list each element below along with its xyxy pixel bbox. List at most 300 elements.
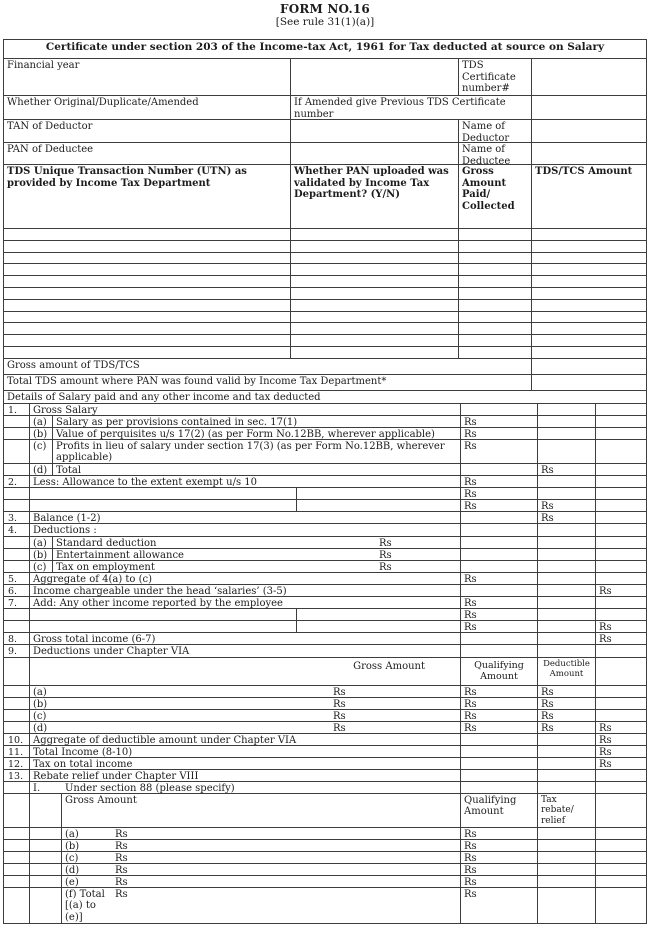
row-13b-gross-rs: Rs bbox=[115, 840, 128, 851]
row-2-rs: Rs bbox=[460, 476, 537, 487]
row-2-sub-1-number-cell bbox=[4, 488, 29, 499]
row-13f-qualifying-rs: Rs bbox=[460, 888, 537, 923]
row-13 bbox=[4, 769, 646, 781]
utn-empty-row bbox=[4, 287, 646, 299]
row-2-amount-cell bbox=[537, 476, 595, 487]
row-7-rs: Rs bbox=[460, 597, 537, 608]
row-9-label: Deductions under Chapter VIA bbox=[29, 645, 460, 657]
row-5 bbox=[4, 572, 646, 584]
row-6-amount-cell bbox=[460, 585, 537, 596]
section-88-tax-rebate-text: Tax rebate/ relief bbox=[541, 794, 574, 826]
financial-year-value-cell bbox=[290, 59, 458, 95]
pan-validated-column-header: Whether PAN uploaded was validated by Income Tax Department? (Y/N) bbox=[290, 165, 458, 228]
row-1-number: 1. bbox=[8, 404, 18, 415]
utn-empty-row bbox=[4, 334, 646, 346]
row-9a-number-cell bbox=[4, 686, 29, 697]
pan-validated-value-cell bbox=[290, 276, 458, 287]
row-13c-rebate-cell bbox=[537, 852, 595, 863]
certificate-title-row bbox=[4, 40, 646, 58]
gross-amount-value-cell bbox=[458, 347, 531, 358]
row-1d-label: Total bbox=[52, 464, 460, 475]
row-10-number: 10. bbox=[8, 734, 24, 745]
row-4-amount-cell-2 bbox=[537, 524, 595, 536]
row-2-number: 2. bbox=[8, 476, 18, 487]
pan-validated-value-cell bbox=[290, 323, 458, 334]
row-13f-label: (f) Total [(a) to (e)] bbox=[65, 888, 105, 923]
row-1b-label: Value of perquisites u/s 17(2) (as per Form No.12BB, wherever applicable) bbox=[52, 428, 460, 439]
utn-value-cell bbox=[4, 312, 290, 323]
utn-empty-row bbox=[4, 346, 646, 358]
row-9c-cell bbox=[29, 710, 460, 721]
row-9b-gross-rs: Rs bbox=[333, 698, 346, 709]
section-88-qualifying-amount-header: Qualifying Amount bbox=[460, 794, 537, 827]
row-7-sub-1-desc-cell bbox=[29, 609, 296, 620]
row-2 bbox=[4, 475, 646, 487]
gross-amount-value-cell bbox=[458, 276, 531, 287]
row-1c-amount-cell-2 bbox=[595, 440, 646, 463]
row-13-label: Rebate relief under Chapter VIII bbox=[29, 770, 460, 781]
row-13-i-cell bbox=[29, 782, 460, 793]
row-2-sub-2-rs: Rs bbox=[460, 500, 537, 511]
financial-year-row bbox=[4, 58, 646, 95]
row-9-header-amount-cell bbox=[595, 658, 646, 685]
row-4c-amount-cell-2 bbox=[537, 561, 595, 572]
row-9a-gross-rs: Rs bbox=[333, 686, 346, 697]
row-13-i-number-cell bbox=[4, 782, 29, 793]
row-3-label: Balance (1-2) bbox=[29, 512, 460, 523]
row-7-amount-cell-2 bbox=[595, 597, 646, 608]
row-1-amount-cell-3 bbox=[595, 404, 646, 415]
total-tds-valid-pan-row bbox=[4, 374, 646, 390]
row-13d-letter: (d) bbox=[65, 864, 80, 875]
tds-tcs-value-cell bbox=[531, 300, 646, 311]
row-13d bbox=[4, 863, 646, 875]
row-13-i bbox=[4, 781, 646, 793]
utn-value-cell bbox=[4, 264, 290, 275]
row-2-sub-1 bbox=[4, 487, 646, 499]
row-4c-number-cell bbox=[4, 561, 29, 572]
whether-original-row bbox=[4, 95, 646, 119]
row-13d-number-cell bbox=[4, 864, 29, 875]
utn-value-cell bbox=[4, 229, 290, 240]
row-4-label: Deductions : bbox=[29, 524, 460, 536]
utn-value-cell bbox=[4, 276, 290, 287]
row-13e-amount-cell bbox=[595, 876, 646, 887]
row-13f-gross-rs: Rs bbox=[115, 888, 128, 900]
row-2-sub-1-amount-cell bbox=[537, 488, 595, 499]
row-9a-qualifying-rs: Rs bbox=[460, 686, 537, 697]
row-8-label: Gross total income (6-7) bbox=[29, 633, 460, 644]
row-11-amount-cell bbox=[460, 746, 537, 757]
row-1a-amount-cell bbox=[537, 416, 595, 427]
if-amended-label: If Amended give Previous TDS Certificate number bbox=[290, 96, 531, 119]
row-2-sub-2 bbox=[4, 499, 646, 511]
gross-amount-tds-value-cell bbox=[531, 359, 646, 374]
utn-empty-row bbox=[4, 240, 646, 252]
row-8-rs: Rs bbox=[595, 633, 646, 644]
row-6-rs: Rs bbox=[595, 585, 646, 596]
row-1a-letter: (a) bbox=[29, 416, 52, 427]
row-9-amount-cell-2 bbox=[537, 645, 595, 657]
gross-amount-tds-row bbox=[4, 358, 646, 374]
row-13-i-label: Under section 88 (please specify) bbox=[65, 782, 235, 793]
row-13-i-amount-cell-2 bbox=[537, 782, 595, 793]
tds-tcs-value-cell bbox=[531, 288, 646, 299]
tds-certificate-number-label: TDS Certificate number# bbox=[458, 59, 531, 95]
row-9d-qualifying-rs: Rs bbox=[460, 722, 537, 733]
row-9-number: 9. bbox=[8, 645, 18, 657]
row-8 bbox=[4, 632, 646, 644]
tds-tcs-value-cell bbox=[531, 276, 646, 287]
utn-empty-row bbox=[4, 311, 646, 323]
row-13e-cell bbox=[61, 876, 460, 887]
row-13e-indent-cell bbox=[29, 876, 61, 887]
pan-validated-value-cell bbox=[290, 312, 458, 323]
row-12-amount-cell bbox=[460, 758, 537, 769]
row-13c-number-cell bbox=[4, 852, 29, 863]
row-3-rs: Rs bbox=[537, 512, 595, 523]
row-5-label: Aggregate of 4(a) to (c) bbox=[29, 573, 460, 584]
row-1a-number-cell bbox=[4, 416, 29, 427]
row-13a-amount-cell bbox=[595, 828, 646, 839]
row-7-sub-2-number-cell bbox=[4, 621, 29, 632]
row-9c-qualifying-rs: Rs bbox=[460, 710, 537, 721]
row-13d-amount-cell bbox=[595, 864, 646, 875]
row-13b-number-cell bbox=[4, 840, 29, 851]
previous-certificate-value-cell bbox=[531, 96, 646, 119]
row-13c-indent-cell bbox=[29, 852, 61, 863]
row-13d-gross-rs: Rs bbox=[115, 864, 128, 875]
row-13-header-amount-cell bbox=[595, 794, 646, 827]
row-1b-amount-cell bbox=[537, 428, 595, 439]
row-9d-gross-rs: Rs bbox=[333, 722, 346, 733]
row-13-header-number-cell bbox=[4, 794, 29, 827]
row-1d-amount-cell bbox=[460, 464, 537, 475]
row-11-amount-cell-2 bbox=[537, 746, 595, 757]
row-7-sub-2-desc-cell bbox=[29, 621, 296, 632]
utn-column-header: TDS Unique Transaction Number (UTN) as provided by Income Tax Department bbox=[7, 166, 247, 189]
tds-tcs-value-cell bbox=[531, 312, 646, 323]
row-9-header-cell bbox=[29, 658, 460, 685]
row-13d-rebate-cell bbox=[537, 864, 595, 875]
row-7-sub-1-rs: Rs bbox=[460, 609, 537, 620]
row-13-i-amount-cell bbox=[460, 782, 537, 793]
row-13a-gross-rs: Rs bbox=[115, 828, 128, 839]
row-7-sub-2-amount-cell bbox=[537, 621, 595, 632]
row-1d bbox=[4, 463, 646, 475]
utn-empty-row bbox=[4, 275, 646, 287]
row-5-rs: Rs bbox=[460, 573, 537, 584]
name-of-deductee-label: Name of Deductee bbox=[458, 143, 531, 164]
row-13c-amount-cell bbox=[595, 852, 646, 863]
tds-certificate-number-value-cell bbox=[531, 59, 646, 95]
row-4a-amount-cell-2 bbox=[537, 537, 595, 548]
utn-value-cell bbox=[4, 253, 290, 264]
gross-amount-column-header: Gross Amount bbox=[353, 660, 425, 672]
row-7-label: Add: Any other income reported by the employee bbox=[29, 597, 460, 608]
row-11 bbox=[4, 745, 646, 757]
row-4c bbox=[4, 560, 646, 572]
utn-value-cell bbox=[4, 323, 290, 334]
row-13-header-indent-cell bbox=[29, 794, 61, 827]
details-heading-row bbox=[4, 390, 646, 403]
tds-tcs-value-cell bbox=[531, 264, 646, 275]
pan-validated-value-cell bbox=[290, 264, 458, 275]
row-9b-letter: (b) bbox=[33, 698, 48, 709]
row-4a-letter: (a) bbox=[29, 537, 52, 548]
row-9-header bbox=[4, 657, 646, 685]
row-4-number: 4. bbox=[8, 524, 18, 536]
row-1d-amount-cell-2 bbox=[595, 464, 646, 475]
section-88-gross-amount-header: Gross Amount bbox=[61, 794, 460, 827]
row-9-header-number-cell bbox=[4, 658, 29, 685]
row-6-amount-cell-2 bbox=[537, 585, 595, 596]
row-7-sub-1-desc-cell-2 bbox=[296, 609, 460, 620]
row-9c-amount-cell bbox=[595, 710, 646, 721]
row-9c-number-cell bbox=[4, 710, 29, 721]
row-11-rs: Rs bbox=[595, 746, 646, 757]
row-13e-letter: (e) bbox=[65, 876, 79, 887]
row-2-sub-2-rs-2: Rs bbox=[537, 500, 595, 511]
financial-year-label: Financial year bbox=[7, 60, 80, 71]
row-9a-amount-cell bbox=[595, 686, 646, 697]
row-13f-rebate-cell bbox=[537, 888, 595, 923]
row-13-header bbox=[4, 793, 646, 827]
form-rule-subtitle: [See rule 31(1)(a)] bbox=[275, 16, 375, 28]
row-13-amount-cell-3 bbox=[595, 770, 646, 781]
row-13a-cell bbox=[61, 828, 460, 839]
row-7-sub-2-rs-2: Rs bbox=[595, 621, 646, 632]
row-4a-number-cell bbox=[4, 537, 29, 548]
row-2-sub-1-desc-cell bbox=[29, 488, 296, 499]
row-9b-qualifying-rs: Rs bbox=[460, 698, 537, 709]
gross-amount-value-cell bbox=[458, 288, 531, 299]
name-of-deductor-value-cell bbox=[531, 120, 646, 142]
row-4b-amount-cell-2 bbox=[537, 549, 595, 560]
row-7-amount-cell bbox=[537, 597, 595, 608]
row-4c-amount-cell bbox=[460, 561, 537, 572]
row-13-i-amount-cell-3 bbox=[595, 782, 646, 793]
pan-row bbox=[4, 142, 646, 164]
row-4b-rs: Rs bbox=[379, 549, 392, 560]
tds-tcs-amount-column-header: TDS/TCS Amount bbox=[531, 165, 646, 228]
row-1b bbox=[4, 427, 646, 439]
row-13e-gross-rs: Rs bbox=[115, 876, 128, 887]
row-13a-number-cell bbox=[4, 828, 29, 839]
deductible-amount-column-header: Deductible Amount bbox=[537, 658, 595, 685]
row-13d-cell bbox=[61, 864, 460, 875]
row-13b-indent-cell bbox=[29, 840, 61, 851]
row-13e-qualifying-rs: Rs bbox=[460, 876, 537, 887]
row-13a bbox=[4, 827, 646, 839]
row-1 bbox=[4, 403, 646, 415]
utn-empty-row bbox=[4, 252, 646, 264]
row-13b-qualifying-rs: Rs bbox=[460, 840, 537, 851]
row-4a-rs: Rs bbox=[379, 537, 392, 548]
tan-value-cell bbox=[290, 120, 458, 142]
certificate-title: Certificate under section 203 of the Income-tax Act, 1961 for Tax deducted at source on Salary bbox=[45, 41, 605, 53]
row-9d-number-cell bbox=[4, 722, 29, 733]
row-13-number: 13. bbox=[8, 770, 24, 781]
row-1d-letter: (d) bbox=[29, 464, 52, 475]
row-7-sub-2 bbox=[4, 620, 646, 632]
row-1c-letter: (c) bbox=[29, 440, 52, 463]
name-of-deductor-label: Name of Deductor bbox=[458, 120, 531, 142]
pan-validated-value-cell bbox=[290, 347, 458, 358]
row-9b-amount-cell bbox=[595, 698, 646, 709]
row-1-amount-cell-2 bbox=[537, 404, 595, 415]
row-7 bbox=[4, 596, 646, 608]
row-7-sub-2-rs: Rs bbox=[460, 621, 537, 632]
total-tds-valid-pan-label: Total TDS amount where PAN was found valid by Income Tax Department* bbox=[7, 375, 387, 387]
row-4c-amount-cell-3 bbox=[595, 561, 646, 572]
pan-validated-value-cell bbox=[290, 288, 458, 299]
form-table bbox=[3, 39, 647, 924]
row-9b bbox=[4, 697, 646, 709]
row-13f-cell bbox=[61, 888, 460, 923]
row-5-amount-cell bbox=[537, 573, 595, 584]
row-9c-gross-rs: Rs bbox=[333, 710, 346, 721]
row-9a-letter: (a) bbox=[33, 686, 47, 697]
row-3-amount-cell-2 bbox=[595, 512, 646, 523]
row-4a-label: Standard deduction bbox=[56, 537, 157, 548]
utn-header-row bbox=[4, 164, 646, 228]
row-1a-label: Salary as per provisions contained in sec. 17(1) bbox=[52, 416, 460, 427]
row-4a-amount-cell bbox=[460, 537, 537, 548]
gross-amount-value-cell bbox=[458, 335, 531, 346]
row-1b-rs: Rs bbox=[460, 428, 537, 439]
section-88-tax-rebate-header bbox=[537, 794, 595, 827]
row-13-amount-cell bbox=[460, 770, 537, 781]
gross-amount-value-cell bbox=[458, 300, 531, 311]
row-9b-number-cell bbox=[4, 698, 29, 709]
row-13-i-numeral: I. bbox=[33, 782, 41, 793]
tds-tcs-value-cell bbox=[531, 323, 646, 334]
row-9b-cell bbox=[29, 698, 460, 709]
row-9c-deductible-rs: Rs bbox=[537, 710, 595, 721]
tds-tcs-value-cell bbox=[531, 253, 646, 264]
utn-empty-row bbox=[4, 228, 646, 240]
gross-amount-value-cell bbox=[458, 264, 531, 275]
row-13-amount-cell-2 bbox=[537, 770, 595, 781]
qualifying-amount-column-header: Qualifying Amount bbox=[460, 658, 537, 685]
row-1c-amount-cell bbox=[537, 440, 595, 463]
pan-validated-value-cell bbox=[290, 229, 458, 240]
row-13a-indent-cell bbox=[29, 828, 61, 839]
utn-value-cell bbox=[4, 300, 290, 311]
row-9-amount-cell bbox=[460, 645, 537, 657]
row-9b-deductible-rs: Rs bbox=[537, 698, 595, 709]
row-2-sub-2-desc-cell-2 bbox=[296, 500, 460, 511]
utn-empty-row bbox=[4, 322, 646, 334]
row-10-amount-cell-2 bbox=[537, 734, 595, 745]
row-2-sub-2-desc-cell bbox=[29, 500, 296, 511]
row-2-sub-2-amount-cell bbox=[595, 500, 646, 511]
row-1b-letter: (b) bbox=[29, 428, 52, 439]
tds-tcs-value-cell bbox=[531, 241, 646, 252]
utn-empty-row bbox=[4, 263, 646, 275]
pan-validated-value-cell bbox=[290, 253, 458, 264]
pan-validated-value-cell bbox=[290, 300, 458, 311]
row-1a bbox=[4, 415, 646, 427]
row-8-amount-cell bbox=[460, 633, 537, 644]
row-13c-gross-rs: Rs bbox=[115, 852, 128, 863]
row-1c-number-cell bbox=[4, 440, 29, 463]
row-4b-letter: (b) bbox=[29, 549, 52, 560]
gross-amount-value-cell bbox=[458, 253, 531, 264]
row-4 bbox=[4, 523, 646, 536]
total-tds-valid-pan-value-cell bbox=[531, 375, 646, 390]
row-1a-rs: Rs bbox=[460, 416, 537, 427]
gross-amount-paid-column-header: Gross Amount Paid/ Collected bbox=[458, 165, 531, 228]
utn-empty-row bbox=[4, 299, 646, 311]
row-13c-cell bbox=[61, 852, 460, 863]
form-title: FORM NO.16 bbox=[279, 2, 370, 16]
row-2-sub-1-rs: Rs bbox=[460, 488, 537, 499]
utn-value-cell bbox=[4, 335, 290, 346]
row-13e-rebate-cell bbox=[537, 876, 595, 887]
gross-amount-value-cell bbox=[458, 323, 531, 334]
pan-validated-value-cell bbox=[290, 241, 458, 252]
details-heading: Details of Salary paid and any other income and tax deducted bbox=[7, 391, 321, 403]
row-4b-label: Entertainment allowance bbox=[56, 549, 184, 560]
row-4b-amount-cell-3 bbox=[595, 549, 646, 560]
row-8-amount-cell-2 bbox=[537, 633, 595, 644]
row-4a-amount-cell-3 bbox=[595, 537, 646, 548]
row-1d-number-cell bbox=[4, 464, 29, 475]
row-13f-indent-cell bbox=[29, 888, 61, 923]
row-4-amount-cell bbox=[460, 524, 537, 536]
row-7-sub-1 bbox=[4, 608, 646, 620]
row-1c bbox=[4, 439, 646, 463]
row-1c-label: Profits in lieu of salary under section 17(3) (as per Form No.12BB, wherever applicable) bbox=[52, 440, 460, 463]
row-13b bbox=[4, 839, 646, 851]
row-12-label: Tax on total income bbox=[29, 758, 460, 769]
row-7-number: 7. bbox=[8, 597, 18, 608]
row-13a-qualifying-rs: Rs bbox=[460, 828, 537, 839]
tan-row bbox=[4, 119, 646, 142]
row-6-label: Income chargeable under the head ‘salaries’ (3-5) bbox=[29, 585, 460, 596]
row-4b-amount-cell bbox=[460, 549, 537, 560]
row-1d-rs: Rs bbox=[537, 464, 595, 475]
row-11-label: Total Income (8-10) bbox=[29, 746, 460, 757]
row-4b-number-cell bbox=[4, 549, 29, 560]
row-7-sub-1-amount-cell bbox=[537, 609, 595, 620]
row-9 bbox=[4, 644, 646, 657]
row-9a-cell bbox=[29, 686, 460, 697]
row-12 bbox=[4, 757, 646, 769]
row-4a-cell bbox=[52, 537, 460, 548]
row-11-number: 11. bbox=[8, 746, 24, 757]
row-13a-rebate-cell bbox=[537, 828, 595, 839]
pan-validated-value-cell bbox=[290, 335, 458, 346]
row-3-number: 3. bbox=[8, 512, 18, 523]
row-13b-amount-cell bbox=[595, 840, 646, 851]
row-12-amount-cell-2 bbox=[537, 758, 595, 769]
row-2-sub-2-number-cell bbox=[4, 500, 29, 511]
row-13f-number-cell bbox=[4, 888, 29, 923]
row-2-sub-1-desc-cell-2 bbox=[296, 488, 460, 499]
row-4b bbox=[4, 548, 646, 560]
row-13d-qualifying-rs: Rs bbox=[460, 864, 537, 875]
row-13b-cell bbox=[61, 840, 460, 851]
row-9d-cell bbox=[29, 722, 460, 733]
row-10 bbox=[4, 733, 646, 745]
row-9c bbox=[4, 709, 646, 721]
row-7-sub-1-amount-cell-2 bbox=[595, 609, 646, 620]
row-13f-amount-cell bbox=[595, 888, 646, 923]
row-7-sub-2-desc-cell-2 bbox=[296, 621, 460, 632]
